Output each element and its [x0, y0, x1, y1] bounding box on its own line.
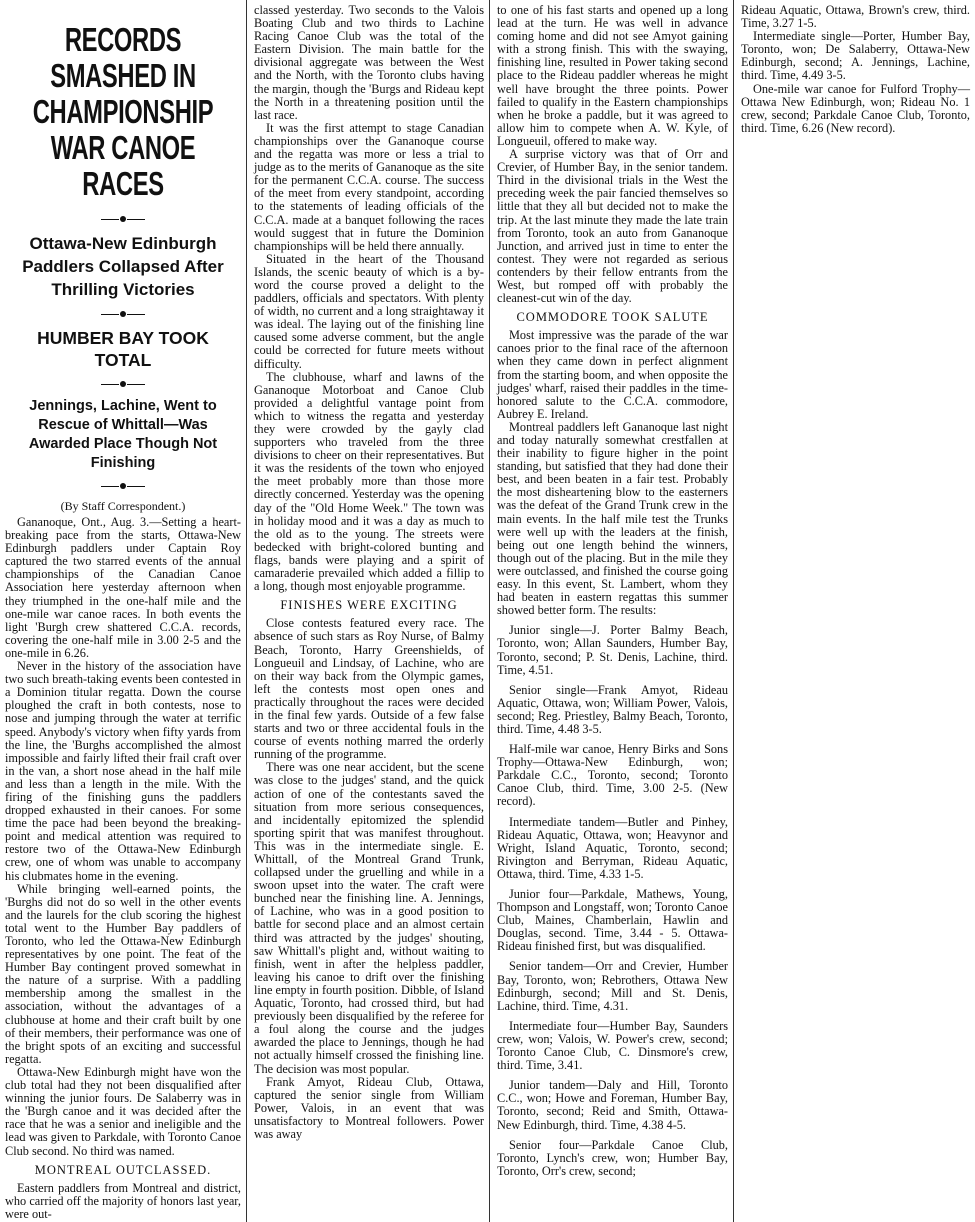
subheading: MONTREAL OUTCLASSED. — [34, 1162, 212, 1177]
race-result: Intermediate single—Porter, Humber Bay, Toronto, won; De Salaberry, Ottawa-New Edinburgh, second; A. Jennings, Lachine, third. Time, 4.49 3-5. — [741, 29, 970, 83]
subheading: COMMODORE TOOK SALUTE — [516, 310, 709, 325]
race-result: Junior four—Parkdale, Mathews, Young, Thompson and Longstaff, won; Toronto Canoe Club, Maines, Chamberlain, Hawlin and Douglas, second. Time, 3.44 - 5. Ottawa-Rideau finished first, but was disqualified. — [497, 887, 728, 954]
paragraph: While bringing well-earned points, the 'Burghs did not do so well in the other events and the laurels for the club scoring the highest total went to the Humber Bay paddlers of Toronto, who led the Ottawa-New Edinburgh representatives by one point. The feat of the Humber Bay contingent proved somewhat in the nature of a surprise. With a paddling membership among the smallest in the association, without the advantages of a clubhouse at home and their craft built by one of their members, their performance was one of the bright spots of an exciting and successful regatta. — [5, 881, 241, 1066]
race-result: Intermediate four—Humber Bay, Saunders crew, won; Valois, W. Power's crew, second; Toronto Canoe Club, C. Dinsmore's crew, third. Time, 3.41. — [497, 1018, 728, 1073]
paragraph: Situated in the heart of the Thousand Islands, the scenic beauty of which is a by-word the course proved a delight to the paddlers, officials and spectators. With plenty of width, no current and a long straightaway it was ideal. The laying out of the finishing line caused some adverse comment, but the angle could be corrected for future meets without difficulty. — [254, 251, 484, 371]
paragraph: classed yesterday. Two seconds to the Valois Boating Club and two thirds to Lachine Racing Canoe Club was the total of the Eastern Division. The main battle for the divisional aggregate was between the West and the North, with the Toronto clubs having the margin, though the 'Burgs and Rideau kept the North in a threatening position until the last race. — [254, 3, 484, 122]
article-body — [5, 516, 241, 1221]
paragraph: The clubhouse, wharf and lawns of the Gananoque Motorboat and Canoe Club provided a delightful vantage point from which to witness the regatta and yesterday they were crowded by the gayly clad supporters who traveled from the three divisions to cheer on their representatives. But it was the residents of the town who enjoyed the meet probably more than those more directly concerned. Yesterday was the opening day of the "Old Home Week." The town was in holiday mood and it was a day as much to the old as to the young. The streets were bedecked with bright-colored bunting and flags, bands were playing and a spirit of camaraderie prevailed which added a fillip to a long, though most enjoyable programme. — [254, 369, 484, 594]
race-result: Intermediate tandem—Butler and Pinhey, Rideau Aquatic, Ottawa, won; Heavynor and Wright, Island Aquatic, Toronto, second; Rivington and Berryman, Rideau Aquatic, Ottawa, third. Time, 4.33 1-5. — [497, 814, 728, 881]
column-4 — [736, 0, 975, 1222]
column-3 — [492, 0, 733, 1222]
race-result: Junior tandem—Daly and Hill, Toronto C.C., won; Howe and Foreman, Humber Bay, Toronto, second; Reid and Smith, Ottawa-New Edinburgh, third. Time, 4.38 4-5. — [497, 1078, 728, 1132]
column-rule — [246, 0, 247, 1222]
paragraph: Frank Amyot, Rideau Club, Ottawa, captured the senior single from William Power, Valois, in an event that was unsatisfactory to Montreal followers. Power was away — [254, 1074, 484, 1141]
paragraph: A surprise victory was that of Orr and Crevier, of Humber Bay, in the senior tandem. Third in the divisional trials in the West the preceding week the pair fancied themselves so little that they all but decided not to make the trip. At the last minute they made the late train from Toronto, took an auto from Gananoque Junction, and arrived just in time to enter the contest. They were not regarded as serious contenders by their fellow entrants from the West, but romped off with probably the cleanest-cut win of the day. — [497, 147, 728, 306]
deck-3: Jennings, Lachine, Went to Rescue of Whittall—Was Awarded Place Though Not Finishing — [28, 398, 218, 471]
column-rule — [733, 0, 734, 1222]
race-result: One-mile war canoe for Fulford Trophy—Ottawa New Edinburgh, won; Rideau No. 1 crew, second; Parkdale Canoe Club, Toronto, third. Time, 6.26 (New record). — [741, 81, 970, 135]
article-body — [497, 4, 728, 1178]
race-result: Junior single—J. Porter Balmy Beach, Toronto, won; Allan Saunders, Humber Bay, Toronto, second; P. St. Denis, Lachine, third. Time, 4.51. — [497, 623, 728, 677]
race-result: Senior single—Frank Amyot, Rideau Aquatic, Ottawa, won; William Power, Valois, second; Reg. Priestley, Balmy Beach, Toronto, third. Time, 4.48 3-5. — [497, 682, 728, 736]
deck-2: HUMBER BAY TOOK TOTAL — [37, 328, 209, 370]
paragraph: Never in the history of the association have two such breath-taking events been contested in a Dominion titular regatta. Down the course ploughed the craft in both contests, nose to nose and jumping through the water at terrific speed. Anybody's victory when fifty yards from the line, the 'Burghs accomplished the almost impossible and fairly lifted their frail craft over in the van, a short nose ahead in the half mile and less than a length in the mile. With the firing of the finishing guns the paddlers dropped exhausted in their canoes. For some time the pace had been beyond the breaking-point and medical attention was required to restore two of the Ottawa-New Edinburgh crew, one of whom was unable to accompany his clubmates home in the evening. — [5, 659, 241, 883]
paragraph: to one of his fast starts and opened up a long lead at the turn. He was well in advance coming home and did not see Amyot gaining with a strong finish. This with the swaying, finishing line, resulted in Power taking second place to the Rideau paddler whereas he might well have brought the three points. Power failed to qualify in the Eastern championships when he broke a paddle, but it was agreed to allow him to compete when A. W. Kyle, of Longueuil, offered to make way. — [497, 3, 728, 148]
separator — [5, 216, 241, 222]
separator — [5, 483, 241, 489]
paragraph: Gananoque, Ont., Aug. 3.—Setting a heart-breaking pace from the starts, Ottawa-New Edinburgh paddlers under Captain Roy captured the two starred events of the annual championships of the Canadian Canoe Association here yesterday afternoon when they triumphed in the one-half mile and the one-mile war canoe races. In both events the light 'Burgh crew shattered C.C.A. records, covering the one-half mile in 3.00 2-5 and the one-mile in 6.26. — [5, 515, 241, 660]
article-body — [254, 4, 484, 1141]
paragraph: Most impressive was the parade of the war canoes prior to the final race of the afternoon when they came down in perfect alignment from the starting boom, and when opposite the judges' wharf, raised their paddles in the time-honored salute to the C.C.A. commodore, Aubrey E. Ireland. — [497, 328, 728, 421]
column-1 — [0, 0, 246, 1222]
paragraph: Ottawa-New Edinburgh might have won the club total had they not been disqualified after winning the junior fours. De Salaberry was in the 'Burgh canoe and it was decided after the race that he was a senior and ineligible and the lead was given to Parkdale, with Toronto Canoe Club second. No third was named. — [5, 1064, 241, 1158]
deck-1: Ottawa-New Edinburgh Paddlers Collapsed After Thrilling Victories — [22, 234, 224, 299]
subheading: FINISHES WERE EXCITING — [280, 598, 458, 613]
headline: RECORDS SMASHED IN CHAMPIONSHIP WAR CANOE RACES — [32, 21, 214, 202]
paragraph: Close contests featured every race. The absence of such stars as Roy Nurse, of Balmy Beach, Toronto, Harry Greenshields, of Longueuil and Lindsay, of Lachine, who are on their way back from the Olympic games, left the contests most open ones and practically throughout the races were decided in the final few yards. Outside of a few false starts and two or three accidental fouls in the course of events nothing marred the orderly running of the programme. — [254, 616, 484, 762]
paragraph: Montreal paddlers left Gananoque last night and today naturally somewhat crestfallen at their inability to figure higher in the point standing, but satisfied that they had done their best, and been beaten in a fair test. Probably the most disheartening blow to the easterners was the defeat of the Grand Trunk crew in the main events. In the half mile test the Trunks were well up with the leaders at the finish, being out one length behind the winners, though out of the placing. But in the mile they were outclassed, and finished the course going easy. In this event, St. Lambert, whom they had beaten in eastern regattas this summer showed better form. The results: — [497, 419, 728, 618]
byline: (By Staff Correspondent.) — [60, 499, 186, 513]
race-result: Senior tandem—Orr and Crevier, Humber Bay, Toronto, won; Rebrothers, Ottawa New Edinburgh, second; Mill and St. Denis, Lachine, third. Time, 4.31. — [497, 959, 728, 1013]
race-result: Rideau Aquatic, Ottawa, Brown's crew, third. Time, 3.27 1-5. — [741, 3, 970, 31]
article-body — [741, 4, 970, 135]
paragraph: It was the first attempt to stage Canadian championships over the Gananoque course and the regatta was more or less a trial to judge as to the merits of Gananoque as the site for the permanent C.C.A. course. The success of the meet from every standpoint, according to the statements of leading officials of the C.C.A. made at a banquet following the races would suggest that in future the Dominion championships will be held there annually. — [254, 120, 484, 253]
separator — [5, 311, 241, 317]
race-result: Half-mile war canoe, Henry Birks and Sons Trophy—Ottawa-New Edinburgh, won; Parkdale C.C., Toronto, second; Toronto Canoe Club, third. Time, 3.00 2-5. (New record). — [497, 742, 728, 809]
paragraph: Eastern paddlers from Montreal and district, who carried off the majority of honors last year, were out- — [5, 1180, 241, 1221]
race-result: Senior four—Parkdale Canoe Club, Toronto, Lynch's crew, won; Humber Bay, Toronto, Orr's crew, second; — [497, 1137, 728, 1178]
column-rule — [489, 0, 490, 1222]
column-2 — [249, 0, 489, 1222]
separator — [5, 381, 241, 387]
paragraph: There was one near accident, but the scene was close to the judges' stand, and the quick action of one of the contestants saved the situation from more serious consequences, and incidentally epitomized the splendid sporting spirit that was manifest throughout. This was in the intermediate single. E. Whittall, of the Montreal Grand Trunk, collapsed under the gruelling and while in a swoon upset into the water. The craft were bunched near the finishing line. A. Jennings, of Lachine, who was in a good position to battle for second place and an almost certain third was attracted by the judges' shouting, saw Whittall's plight and, without waiting to finish, went in after the helpless paddler, leaving his canoe to drift over the finishing line empty in fourth position. Dibble, of Island Aquatic, Toronto, had crossed third, but had previously been disqualified by the referee for a foul along the course and the judges awarded the place to Jennings, though he had not actually himself crossed the finishing line. The decision was most popular. — [254, 760, 484, 1076]
